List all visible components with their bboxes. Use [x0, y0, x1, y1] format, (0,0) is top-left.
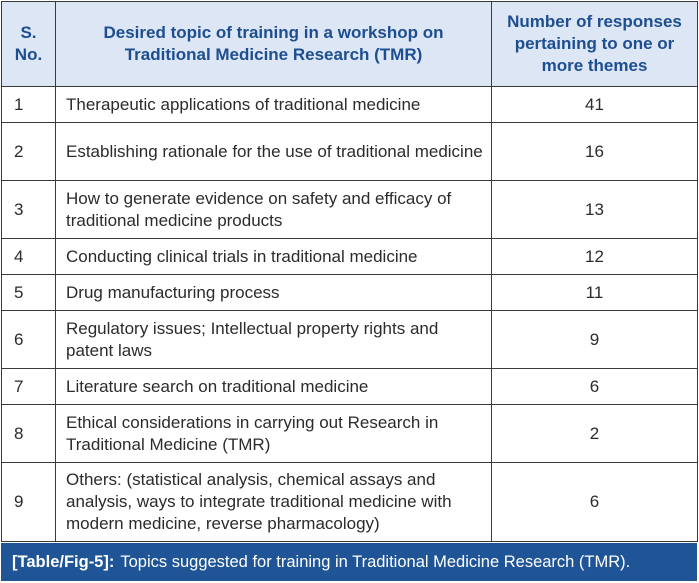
table-row: [2, 239, 698, 275]
header-sno: S. No.: [2, 2, 56, 87]
row-number: 5: [2, 275, 56, 311]
row-topic: Others: (statistical analysis, chemical assays and analysis, ways to integrate traditional medicine with modern medicine, reverse pharmacology): [56, 463, 492, 542]
row-count: 41: [492, 87, 698, 123]
row-topic: How to generate evidence on safety and efficacy of traditional medicine products: [56, 181, 492, 239]
row-topic: Therapeutic applications of traditional medicine: [56, 87, 492, 123]
row-number: 8: [2, 405, 56, 463]
row-topic: Regulatory issues; Intellectual property rights and patent laws: [56, 311, 492, 369]
row-number: 6: [2, 311, 56, 369]
header-topic: Desired topic of training in a workshop on Traditional Medicine Research (TMR): [56, 2, 492, 87]
row-number: 9: [2, 463, 56, 542]
row-count: 13: [492, 181, 698, 239]
row-number: 7: [2, 369, 56, 405]
row-number: 4: [2, 239, 56, 275]
header-count: Number of responses pertaining to one or more themes: [492, 2, 698, 87]
table-row: [2, 405, 698, 463]
row-number: 3: [2, 181, 56, 239]
row-count: 12: [492, 239, 698, 275]
table-row: [2, 275, 698, 311]
training-topics-table: [1, 1, 698, 542]
row-count: 16: [492, 123, 698, 181]
row-number: 2: [2, 123, 56, 181]
row-topic: Conducting clinical trials in traditional medicine: [56, 239, 492, 275]
row-count: 11: [492, 275, 698, 311]
row-count: 6: [492, 463, 698, 542]
table-header: [2, 2, 698, 87]
header-row: [2, 2, 698, 87]
table-row: [2, 87, 698, 123]
table-row: [2, 123, 698, 181]
row-topic: Literature search on traditional medicine: [56, 369, 492, 405]
row-topic: Ethical considerations in carrying out Research in Traditional Medicine (TMR): [56, 405, 492, 463]
table-row: [2, 463, 698, 542]
table-body: [2, 87, 698, 542]
table-row: [2, 311, 698, 369]
row-topic: Drug manufacturing process: [56, 275, 492, 311]
row-topic: Establishing rationale for the use of traditional medicine: [56, 123, 492, 181]
row-number: 1: [2, 87, 56, 123]
figure-caption: [1, 543, 697, 581]
row-count: 9: [492, 311, 698, 369]
row-count: 2: [492, 405, 698, 463]
table-row: [2, 369, 698, 405]
row-count: 6: [492, 369, 698, 405]
caption-text: Topics suggested for training in Traditional Medicine Research (TMR).: [120, 553, 631, 571]
table-row: [2, 181, 698, 239]
caption-label: [Table/Fig-5]:: [12, 553, 115, 571]
